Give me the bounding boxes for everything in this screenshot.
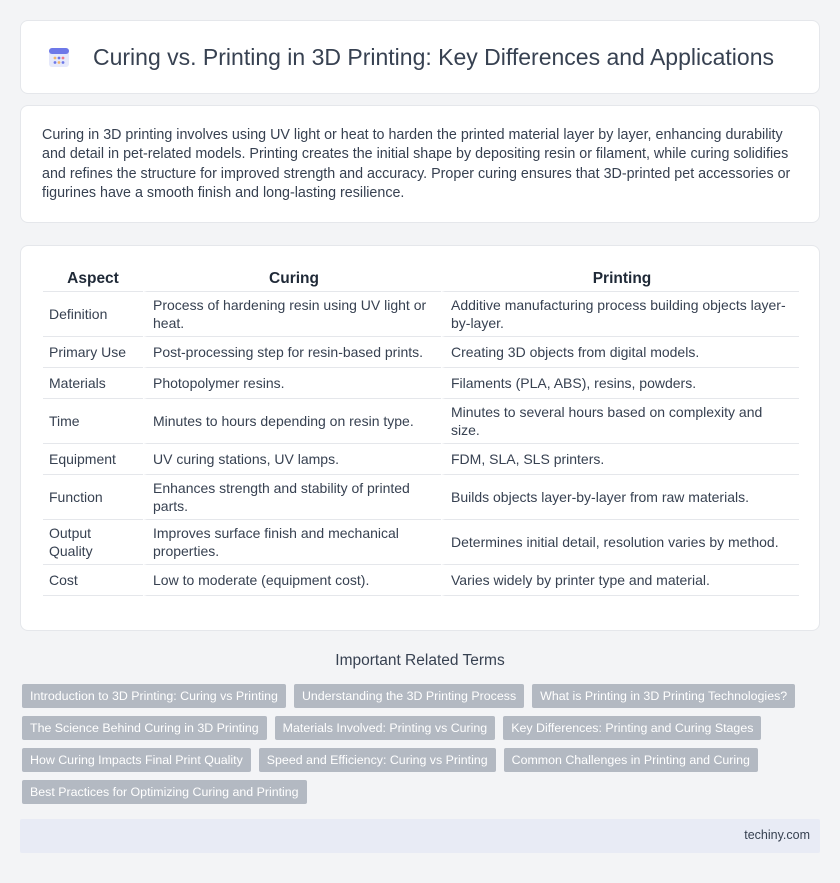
printing-cell: Creating 3D objects from digital models. [441, 337, 799, 368]
curing-cell: Enhances strength and stability of printed parts. [143, 475, 441, 520]
tag-row [22, 684, 822, 708]
intro-card [20, 105, 820, 223]
related-term-link[interactable]: Materials Involved: Printing vs Curing [275, 716, 496, 740]
aspect-cell: Materials [43, 368, 143, 399]
curing-cell: UV curing stations, UV lamps. [143, 444, 441, 475]
table-row [43, 399, 799, 444]
table-header-row [43, 266, 799, 292]
related-term-link[interactable]: Speed and Efficiency: Curing vs Printing [259, 748, 496, 772]
aspect-cell: Primary Use [43, 337, 143, 368]
comparison-table-card [20, 245, 820, 631]
tag-row [22, 716, 822, 740]
page-title: Curing vs. Printing in 3D Printing: Key Differences and Applications [93, 43, 774, 70]
tag-row [22, 748, 822, 772]
printing-cell: Filaments (PLA, ABS), resins, powders. [441, 368, 799, 399]
related-term-link[interactable]: What is Printing in 3D Printing Technologies? [532, 684, 795, 708]
printing-cell: Additive manufacturing process building objects layer-by-layer. [441, 292, 799, 337]
intro-paragraph: Curing in 3D printing involves using UV light or heat to harden the printed material layer by layer, enhancing durability and detail in pet-related models. Printing creates the initial shape by depositing resin or filament, while curing solidifies and refines the structure for improved strength and accuracy. Proper curing ensures that 3D-printed pet accessories or figurines have a smooth finish and long-lasting resilience. [42, 127, 791, 202]
curing-cell: Improves surface finish and mechanical properties. [143, 520, 441, 565]
curing-cell: Process of hardening resin using UV light or heat. [143, 292, 441, 337]
header-card [20, 20, 820, 94]
aspect-cell: Definition [43, 292, 143, 337]
related-term-link[interactable]: Best Practices for Optimizing Curing and Printing [22, 780, 307, 804]
calendar-icon [47, 45, 71, 69]
curing-cell: Low to moderate (equipment cost). [143, 565, 441, 596]
printing-cell: Builds objects layer-by-layer from raw materials. [441, 475, 799, 520]
aspect-cell: Cost [43, 565, 143, 596]
header-aspect: Aspect [43, 266, 143, 292]
curing-cell: Photopolymer resins. [143, 368, 441, 399]
table-row [43, 565, 799, 596]
related-term-link[interactable]: The Science Behind Curing in 3D Printing [22, 716, 267, 740]
footer [20, 819, 820, 853]
table-row [43, 475, 799, 520]
table-row [43, 337, 799, 368]
aspect-cell: Output Quality [43, 520, 143, 565]
comparison-table [43, 266, 799, 596]
table-row [43, 520, 799, 565]
printing-cell: FDM, SLA, SLS printers. [441, 444, 799, 475]
aspect-cell: Time [43, 399, 143, 444]
table-row [43, 292, 799, 337]
printing-cell: Determines initial detail, resolution varies by method. [441, 520, 799, 565]
curing-cell: Minutes to hours depending on resin type. [143, 399, 441, 444]
related-term-link[interactable]: Introduction to 3D Printing: Curing vs Printing [22, 684, 286, 708]
related-term-link[interactable]: Key Differences: Printing and Curing Stages [503, 716, 761, 740]
table-row [43, 444, 799, 475]
related-term-link[interactable]: Understanding the 3D Printing Process [294, 684, 524, 708]
table-row [43, 368, 799, 399]
related-terms-title: Important Related Terms [335, 652, 505, 669]
header-printing: Printing [441, 266, 799, 292]
tag-row [22, 780, 822, 804]
aspect-cell: Function [43, 475, 143, 520]
footer-site[interactable]: techiny.com [744, 828, 810, 842]
header-curing: Curing [143, 266, 441, 292]
aspect-cell: Equipment [43, 444, 143, 475]
related-term-link[interactable]: How Curing Impacts Final Print Quality [22, 748, 251, 772]
related-terms-list [22, 684, 822, 812]
printing-cell: Minutes to several hours based on complexity and size. [441, 399, 799, 444]
related-term-link[interactable]: Common Challenges in Printing and Curing [504, 748, 758, 772]
curing-cell: Post-processing step for resin-based prints. [143, 337, 441, 368]
printing-cell: Varies widely by printer type and material. [441, 565, 799, 596]
